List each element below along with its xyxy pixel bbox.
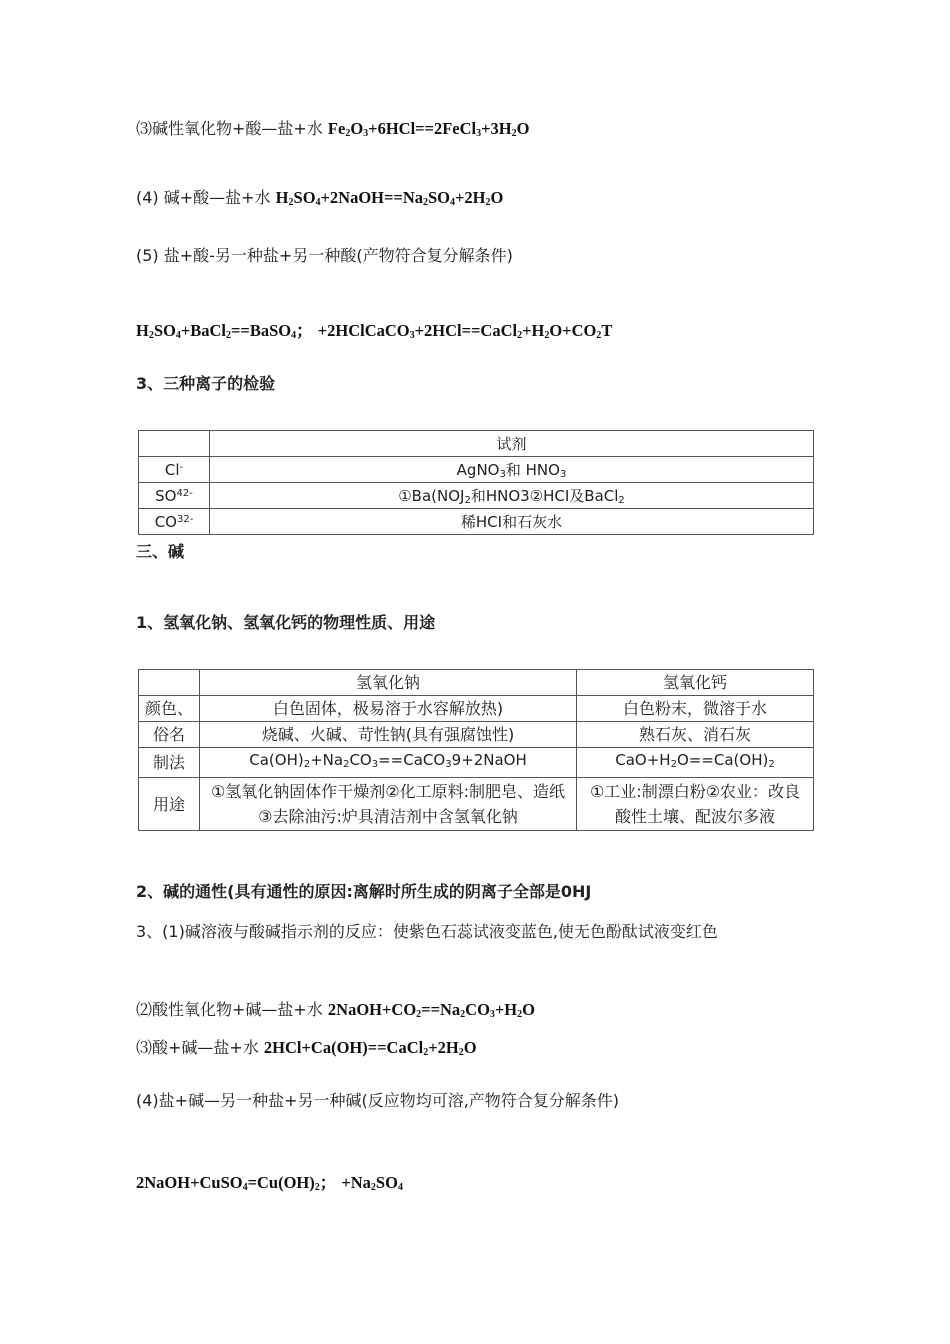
reaction-line-4: (4) 碱+酸—盐+水 $H_2SO_4+2NaOH==Na_2SO_4+2H_2O$ — [136, 188, 504, 208]
uses-caoh2: ①工业:制漂白粉②农业：改良酸性土壤、配波尔多液 — [577, 778, 814, 831]
table-row — [139, 509, 814, 535]
reaction-acid-base: ⑶酸+碱—盐+水 $2HCl+Ca(OH)==CaCl_2+2H_2O$ — [136, 1038, 477, 1058]
section-base-heading: 三、碱 — [136, 542, 185, 561]
header-reagent: 试剂 — [210, 431, 814, 457]
header-naoh: 氢氧化钠 — [200, 670, 577, 696]
subsection-general-properties: 2、碱的通性(具有通性的原因:离解时所生成的阴离子全部是0HJ — [136, 882, 592, 901]
table-row — [139, 457, 814, 483]
label-color: 颜色、 — [139, 696, 200, 722]
header-caoh2: 氢氧化钙 — [577, 670, 814, 696]
reaction-salt-base: (4)盐+碱—另一种盐+另一种碱(反应物均可溶,产物符合复分解条件) — [136, 1091, 620, 1110]
table-row — [139, 670, 814, 696]
subsection-properties-heading: 1、氢氧化钠、氢氧化钙的物理性质、用途 — [136, 613, 436, 632]
uses-naoh: ①氢氧化钠固体作干燥剂②化工原料:制肥皂、造纸③去除油污:炉具清洁剂中含氢氧化钠 — [200, 778, 577, 831]
label-preparation: 制法 — [139, 748, 200, 778]
base-properties-table — [138, 669, 814, 831]
table-row — [139, 778, 814, 831]
prep-caoh2: $CaO+H_2O==Ca(OH)_2$ — [577, 748, 814, 778]
ion-cl: Cl- — [139, 457, 210, 483]
ion-test-table — [138, 430, 814, 535]
ion-co3: $CO^{32-}$ — [139, 509, 210, 535]
formula-line-salt-acid: $H_2SO_4+BaCl_2==BaSO_4$； $+2HClCaCO_3+2HCl==CaCl_2+H_2O+CO_2T$ — [136, 321, 613, 341]
label-common-name: 俗名 — [139, 722, 200, 748]
reaction-indicator: 3、(1)碱溶液与酸碱指示剂的反应：使紫色石蕊试液变蓝色,使无色酚酞试液变红色 — [136, 922, 718, 941]
reagent-so4: $①Ba(NOJ_2$和HNO3②HCI及BaCl$_2$ — [210, 483, 814, 509]
formula-h2so4-naoh: $H_2SO_4+2NaOH==Na_2SO_4+2H_2O$ — [275, 188, 504, 208]
table-row — [139, 483, 814, 509]
reagent-co3: 稀HCI和石灰水 — [210, 509, 814, 535]
reaction-acidic-oxide: ⑵酸性氧化物+碱—盐+水 $2NaOH+CO_2==Na_2CO_3+H_2O$ — [136, 1000, 535, 1020]
label-uses: 用途 — [139, 778, 200, 831]
reaction-line-3: ⑶碱性氧化物+酸—盐+水 $Fe_2O_3+6HCl==2FeCl_3+3H_2O$ — [136, 119, 530, 139]
prep-naoh: $Ca(OH)_2+Na_2CO_3==CaCO_39+2NaOH$ — [200, 748, 577, 778]
table-row: 俗名 烧碱、火碱、苛性钠(具有强腐蚀性) 熟石灰、消石灰 — [139, 722, 814, 748]
formula-fe2o3-hcl: $Fe_2O_3+6HCl==2FeCl_3+3H_2O$ — [327, 119, 530, 139]
reaction-line-5: (5) 盐+酸-另一种盐+另一种酸(产物符合复分解条件) — [136, 246, 513, 265]
reagent-cl: AgNO$_3$和 $HNO_3$ — [210, 457, 814, 483]
table-row: 颜色、 白色固体，极易溶于水容解放热) 白色粉末，微溶于水 — [139, 696, 814, 722]
formula-naoh-cuso4: $2NaOH+CuSO_4=Cu(OH)_2$； $+Na_2SO_4$ — [136, 1173, 403, 1193]
table-row — [139, 748, 814, 778]
table-row — [139, 431, 814, 457]
section-ion-test-heading: 3、三种离子的检验 — [136, 374, 276, 393]
ion-so4: $SO^{42-}$ — [139, 483, 210, 509]
